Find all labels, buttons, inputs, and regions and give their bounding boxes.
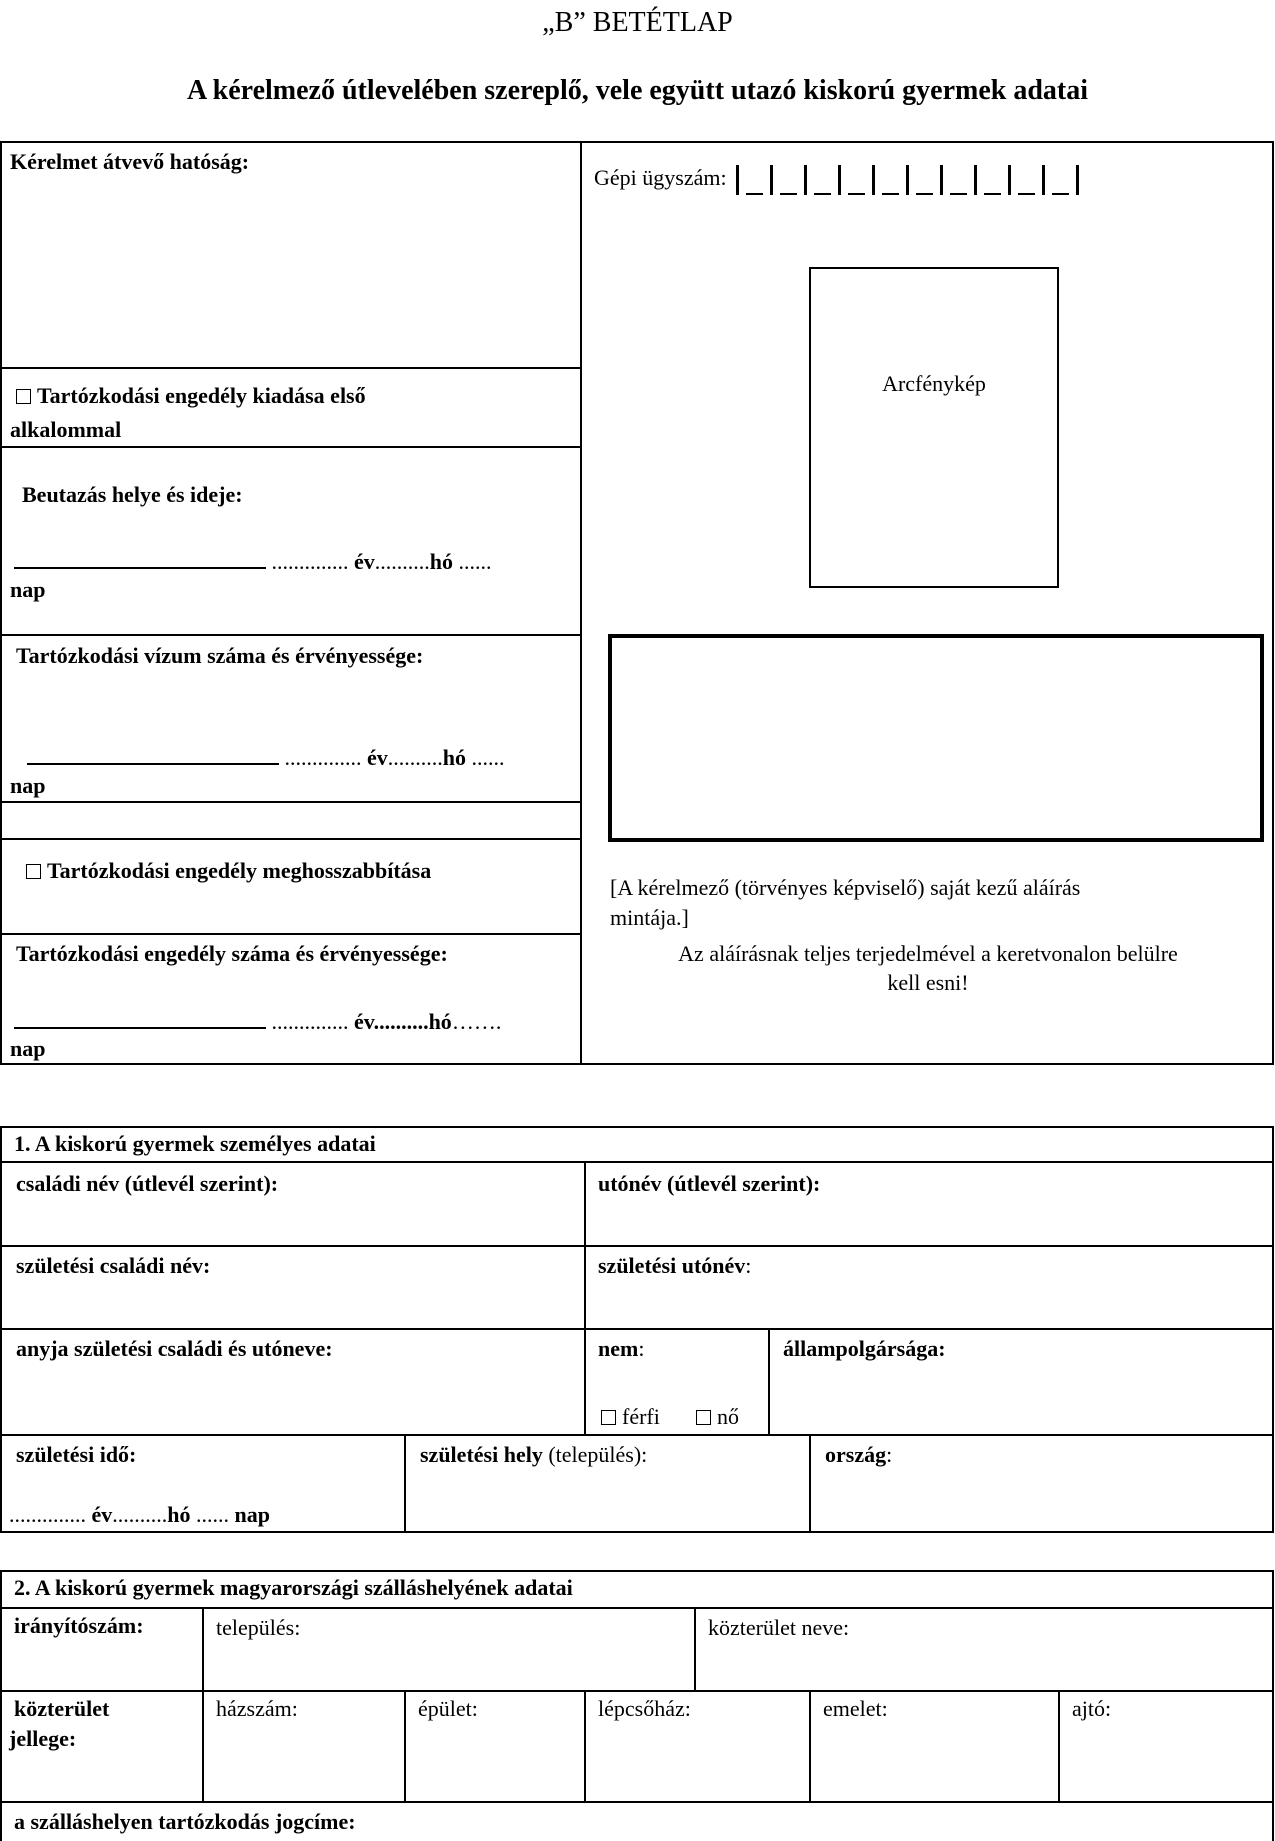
signature-box[interactable] xyxy=(608,634,1264,842)
case-number[interactable] xyxy=(594,164,1079,195)
floor-label: emelet: xyxy=(823,1696,888,1721)
birth-place-field[interactable] xyxy=(406,1472,807,1531)
photo-label: Arcfénykép xyxy=(882,371,986,396)
country-label: ország: xyxy=(825,1442,893,1467)
case-number-slot[interactable] xyxy=(838,165,872,195)
case-number-slot[interactable] xyxy=(1008,165,1042,195)
street-name-label: közterület neve: xyxy=(708,1615,850,1640)
house-number-label: házszám: xyxy=(216,1696,298,1721)
mother-name-field[interactable] xyxy=(2,1366,582,1432)
extension-checkbox[interactable] xyxy=(26,864,41,879)
settlement-field[interactable] xyxy=(204,1640,692,1688)
male-label: férfi xyxy=(622,1404,660,1429)
male-checkbox[interactable] xyxy=(601,1410,616,1425)
permit-date-line[interactable]: .............. év..........hó……. xyxy=(14,1005,501,1036)
signature-note-line2: mintája.] xyxy=(610,905,689,930)
sex-male-option[interactable] xyxy=(601,1403,660,1431)
birth-given-name-field[interactable] xyxy=(586,1282,1272,1326)
visa-date-line[interactable]: .............. év..........hó ...... xyxy=(27,741,505,772)
visa-number-underline[interactable] xyxy=(27,741,279,765)
case-number-slots[interactable] xyxy=(736,165,1079,190)
given-name-label: utónév (útlevél szerint): xyxy=(598,1171,821,1196)
extension-label: Tartózkodási engedély meghosszabbítása xyxy=(47,858,432,883)
case-number-slot[interactable] xyxy=(736,165,770,195)
female-checkbox[interactable] xyxy=(696,1410,711,1425)
staircase-label: lépcsőház: xyxy=(598,1696,691,1721)
first-issue-checkbox[interactable] xyxy=(16,389,31,404)
visa-nap: nap xyxy=(10,773,46,798)
family-name-label: családi név (útlevél szerint): xyxy=(16,1171,279,1196)
permit-nap: nap xyxy=(10,1036,46,1061)
citizenship-field[interactable] xyxy=(770,1366,1272,1432)
photo-box xyxy=(809,267,1059,588)
entry-date-line[interactable]: .............. év..........hó ...... xyxy=(14,545,492,576)
street-type-label-line2: jellege: xyxy=(9,1726,77,1751)
building-label: épület: xyxy=(418,1696,478,1721)
form-subtitle: A kérelmező útlevelében szereplő, vele együtt utazó kiskorú gyermek adatai xyxy=(186,75,1089,106)
permit-label: Tartózkodási engedély száma és érvényessége: xyxy=(16,941,448,966)
street-type-label-line1: közterület xyxy=(14,1696,110,1721)
building-field[interactable] xyxy=(406,1724,582,1799)
settlement-label: település: xyxy=(216,1615,301,1640)
birth-given-name-label: születési utónév: xyxy=(598,1253,752,1278)
case-number-slot[interactable] xyxy=(804,165,838,195)
door-label: ajtó: xyxy=(1072,1696,1112,1721)
house-number-field[interactable] xyxy=(204,1724,402,1799)
birth-family-name-field[interactable] xyxy=(2,1282,582,1326)
section2-title: 2. A kiskorú gyermek magyarországi szálláshelyének adatai xyxy=(14,1575,573,1600)
first-issue-label-line2: alkalommal xyxy=(10,417,122,442)
family-name-field[interactable] xyxy=(2,1198,582,1242)
street-name-field[interactable] xyxy=(696,1640,1272,1688)
legal-basis-label: a szálláshelyen tartózkodás jogcíme: xyxy=(14,1809,356,1834)
extension-option[interactable] xyxy=(26,857,431,885)
sex-label: nem: xyxy=(598,1336,645,1361)
authority-label: Kérelmet átvevő hatóság: xyxy=(10,149,250,174)
entry-place-underline[interactable] xyxy=(14,545,266,569)
permit-number-underline[interactable] xyxy=(14,1005,266,1029)
female-label: nő xyxy=(717,1404,739,1429)
given-name-field[interactable] xyxy=(586,1198,1272,1242)
staircase-field[interactable] xyxy=(586,1724,807,1799)
door-field[interactable] xyxy=(1060,1724,1272,1799)
case-number-slot[interactable] xyxy=(872,165,906,195)
case-number-slot[interactable] xyxy=(770,165,804,195)
birth-family-name-label: születési családi név: xyxy=(16,1253,211,1278)
case-number-slot-end xyxy=(1076,165,1079,195)
entry-label: Beutazás helye és ideje: xyxy=(22,482,243,507)
sex-female-option[interactable] xyxy=(696,1403,739,1431)
form-title: „B” BETÉTLAP xyxy=(542,7,733,38)
zip-field[interactable] xyxy=(2,1640,200,1688)
mother-name-label: anyja születési családi és utóneve: xyxy=(16,1336,333,1361)
signature-instruction-line2: kell esni! xyxy=(887,970,969,995)
authority-field[interactable] xyxy=(4,180,576,364)
case-number-slot[interactable] xyxy=(974,165,1008,195)
case-number-label: Gépi ügyszám: xyxy=(594,165,727,190)
case-number-slot[interactable] xyxy=(1042,165,1076,195)
first-issue-label: Tartózkodási engedély kiadása első xyxy=(37,383,366,408)
first-issue-option[interactable] xyxy=(16,382,366,410)
case-number-slot[interactable] xyxy=(940,165,974,195)
birth-date-field[interactable]: .............. év..........hó ...... nap xyxy=(9,1502,270,1527)
birth-date-label: születési idő: xyxy=(16,1442,137,1467)
signature-instruction-line1: Az aláírásnak teljes terjedelmével a keretvonalon belülre xyxy=(678,941,1178,966)
signature-note-line1: [A kérelmező (törvényes képviselő) saját kezű aláírás xyxy=(610,875,1081,900)
case-number-slot[interactable] xyxy=(906,165,940,195)
visa-label: Tartózkodási vízum száma és érvényessége: xyxy=(16,643,424,668)
entry-nap: nap xyxy=(10,577,46,602)
section1-title: 1. A kiskorú gyermek személyes adatai xyxy=(14,1131,376,1156)
citizenship-label: állampolgársága: xyxy=(783,1336,946,1361)
country-field[interactable] xyxy=(811,1472,1272,1531)
birth-place-label: születési hely (település): xyxy=(420,1442,648,1467)
zip-label: irányítószám: xyxy=(14,1613,144,1638)
floor-field[interactable] xyxy=(811,1724,1056,1799)
